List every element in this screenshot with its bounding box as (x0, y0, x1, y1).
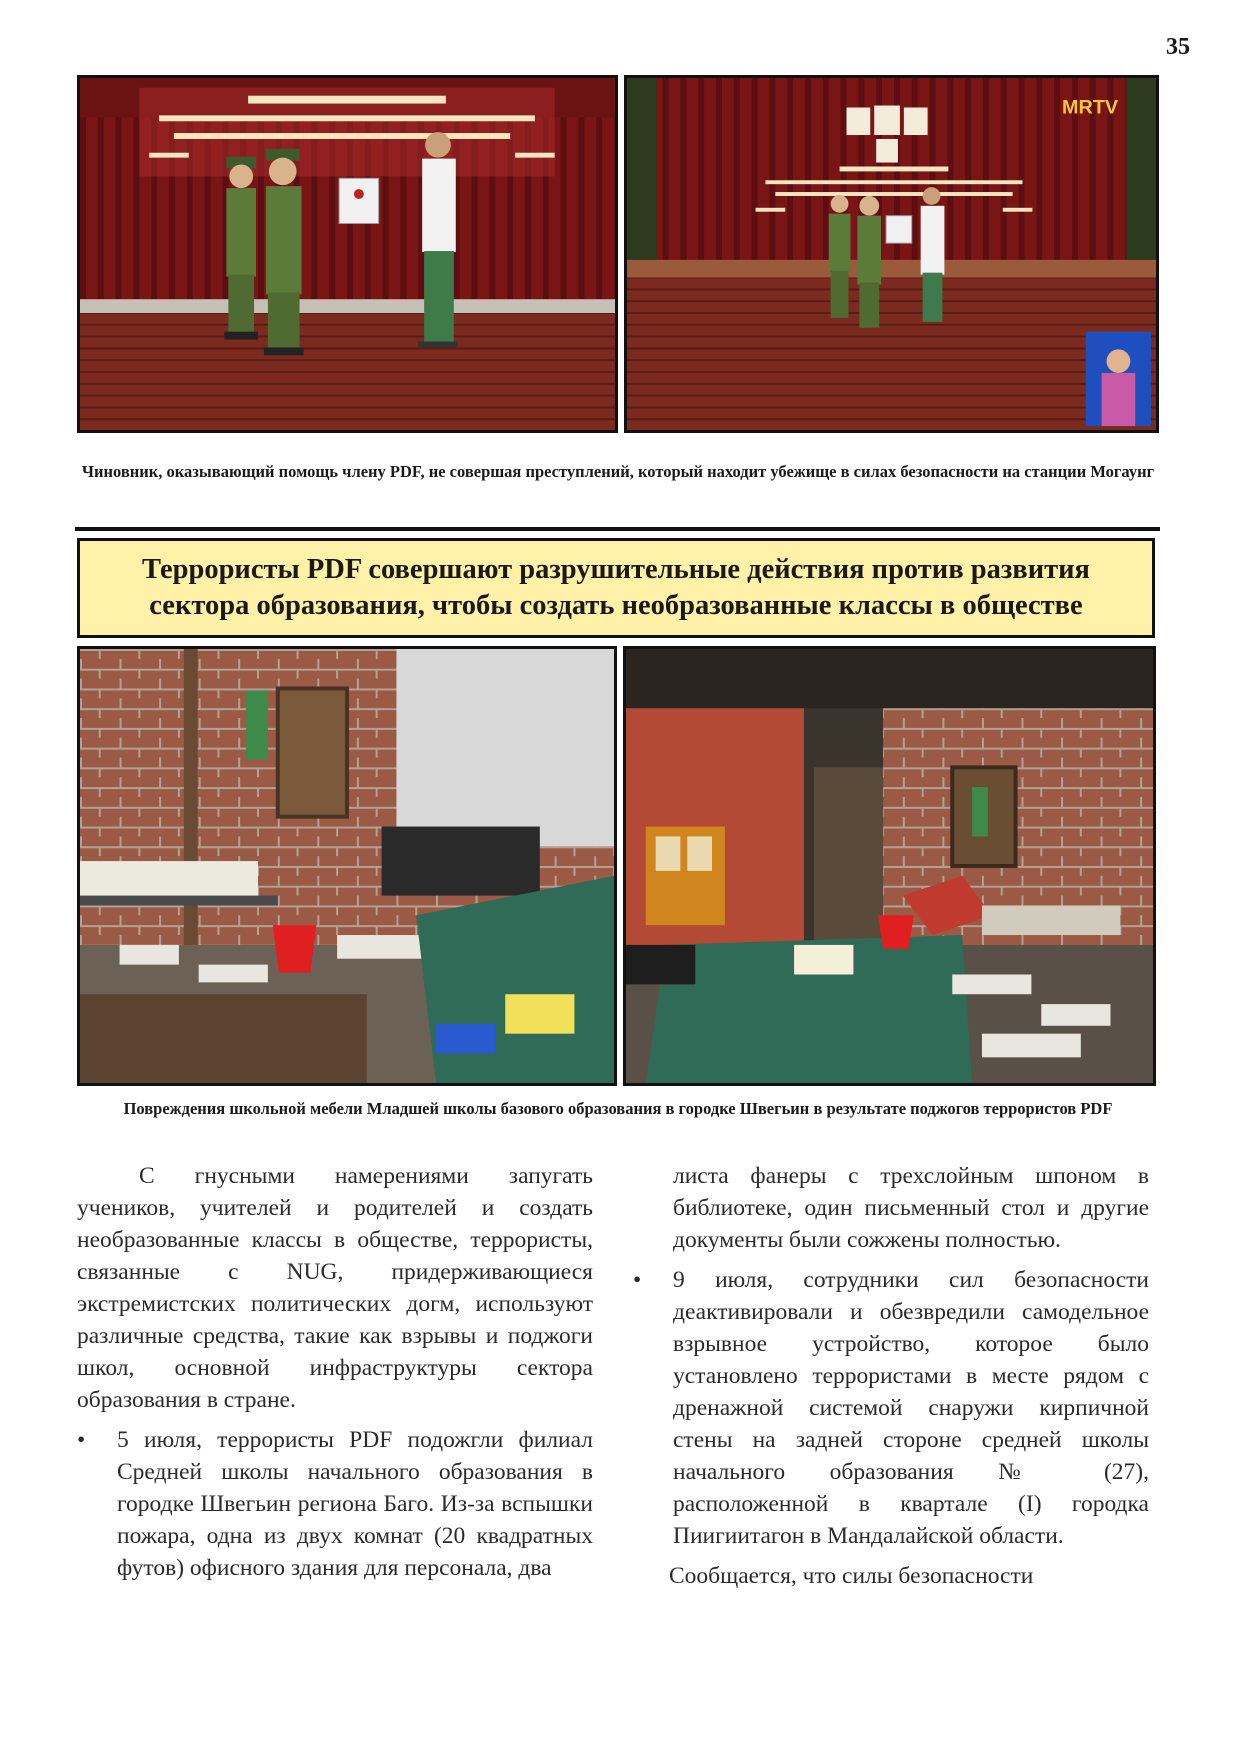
bullet-item-1 (77, 1424, 593, 1584)
damage-photo-row (77, 646, 1156, 1086)
bullet-text: листа фанеры с трехслойным шпоном в библиотеке, один письменный стол и другие документы были сожжены полностью. (673, 1163, 1149, 1253)
damaged-classroom-photo-right (623, 646, 1156, 1086)
page-number: 35 (1166, 34, 1190, 60)
article-column-left (77, 1160, 593, 1584)
bullet-marker: • (77, 1427, 86, 1453)
ceremony-photo-left (77, 75, 618, 433)
ceremony-photo-right (624, 75, 1159, 433)
intro-paragraph: С гнусными намерениями запугать учеников, учителей и родителей и создать необразованные классы в обществе, террористы, связанные с NUG, придерживающиеся экстремистских политических догм, используют различные средства, такие как взрывы и поджоги школ, основной инфраструктуры сектора образования в стране. (77, 1163, 593, 1413)
damage-photo-caption: Повреждения школьной мебели Младшей школы базового образования в городке Швегьин в результате поджогов террористов PDF (123, 1099, 1113, 1118)
closing-paragraph: Сообщается, что силы безопасности (669, 1563, 1034, 1589)
section-divider (75, 527, 1160, 531)
bullet-item-1-continuation (633, 1160, 1149, 1256)
bullet-marker: • (633, 1267, 642, 1293)
bullet-text: 5 июля, террористы PDF подожгли филиал Средней школы начального образования в городке Швегьин региона Баго. Из-за вспышки пожара, одна из двух комнат (20 квадратных футов) офисного здания для персонала, два (117, 1427, 593, 1581)
top-photo-caption: Чиновник, оказывающий помощь члену PDF, не совершая преступлений, который находит убежище в силах безопасности на станции Могаунг (81, 462, 1155, 481)
bullet-text: 9 июля, сотрудники сил безопасности деактивировали и обезвредили самодельное взрывное устройство, которое было установлено террористами в месте рядом с дренажной системой снаружи кирпичной стены на задней стороне средней школы начального образования № (27), расположенной в квартале (I) городка Пиигиитагон в Мандалайской области. (673, 1267, 1149, 1549)
article-column-right (633, 1160, 1149, 1592)
damaged-classroom-photo-left (77, 646, 617, 1086)
top-photo-row (77, 75, 1159, 433)
tv-logo: MRTV (1062, 96, 1119, 119)
article-headline: Террористы PDF совершают разрушительные действия против развития сектора образования, чтобы создать необразованные классы в обществе (77, 538, 1155, 638)
bullet-item-2 (633, 1264, 1149, 1552)
